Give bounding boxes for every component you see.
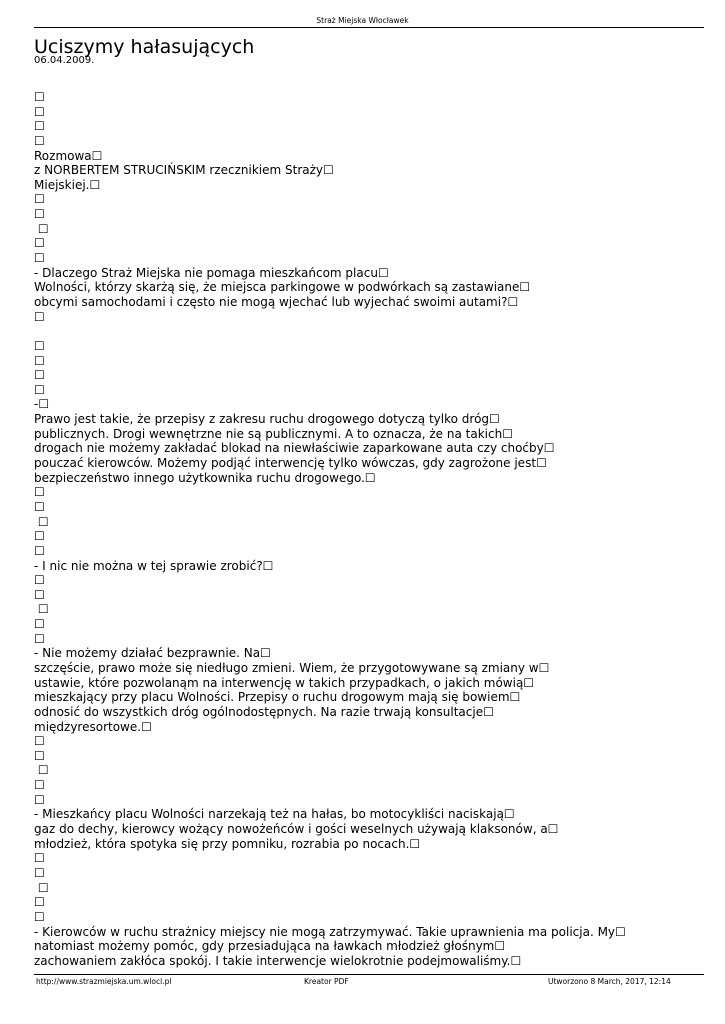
article-line: ☐ (34, 851, 45, 866)
article-line: Prawo jest takie, że przepisy z zakresu ruchu drogowego dotyczą tylko dróg☐ (34, 412, 500, 427)
article-line: młodzież, która spotyka się przy pomniku, rozrabia po nocach.☐ (34, 836, 421, 851)
article-line: ☐ (34, 865, 45, 880)
article-line: ☐ (34, 207, 45, 222)
article-line: ☐ (34, 880, 49, 895)
article-line: ☐ (34, 792, 45, 807)
article-line: ☐ (34, 895, 45, 910)
article-line: ☐ (34, 617, 45, 632)
article-line: ☐ (34, 236, 45, 251)
article-line: szczęście, prawo może się niedługo zmieni. Wiem, że przygotowywane są zmiany w☐ (34, 660, 550, 675)
article-line: ☐ (34, 529, 45, 544)
article-line: ☐ (34, 499, 45, 514)
article-body (34, 90, 704, 968)
article-line: Miejskiej.☐ (34, 177, 101, 192)
article-date: 06.04.2009. (34, 55, 95, 66)
article-line: gaz do dechy, kierowcy wożący nowożeńców i gości weselnych używają klaksonów, a☐ (34, 822, 559, 837)
article-line: Rozmowa☐ (34, 148, 103, 163)
article-line: ☐ (34, 778, 45, 793)
article-line: - I nic nie można w tej sprawie zrobić?☐ (34, 558, 274, 573)
footer-created: Utworzono 8 March, 2017, 12:14 (548, 977, 671, 986)
article-line: ☐ (34, 368, 45, 383)
article-line: ☐ (34, 573, 45, 588)
article-line: ☐ (34, 338, 45, 353)
article-line: ☐ (34, 90, 45, 104)
article-line: ☐ (34, 909, 45, 924)
article-line: pouczać kierowców. Możemy podjąć interwencję tylko wówczas, gdy zagrożone jest☐ (34, 456, 547, 471)
article-line: natomiast możemy pomóc, gdy przesiadująca na ławkach młodzież głośnym☐ (34, 939, 506, 954)
article-line: ☐ (34, 514, 49, 529)
article-line: ☐ (34, 485, 45, 500)
article-line: ☐ (34, 763, 49, 778)
article-line: - Dlaczego Straż Miejska nie pomaga mieszkańcom placu☐ (34, 265, 389, 280)
article-line: odnosić do wszystkich dróg ogólnodostępnych. Na razie trwają konsultacje☐ (34, 704, 494, 719)
article-line: ☐ (34, 631, 45, 646)
article-line: ☐ (34, 309, 45, 324)
article-line: drogach nie możemy zakładać blokad na niewłaściwie zaparkowane auta czy choćby☐ (34, 441, 555, 456)
article-line: ☐ (34, 382, 45, 397)
article-line: ☐ (34, 602, 49, 617)
article-line: ☐ (34, 221, 49, 236)
article-line: ☐ (34, 353, 45, 368)
footer-url[interactable]: http://www.strazmiejska.um.wlocl.pl (36, 977, 172, 986)
article-line: ☐ (34, 543, 45, 558)
article-line (34, 324, 704, 339)
header-rule (34, 27, 704, 28)
article-line: ☐ (34, 104, 45, 119)
article-line: ☐ (34, 734, 45, 749)
article-line: z NORBERTEM STRUCIŃSKIM rzecznikiem Straży☐ (34, 163, 334, 178)
article-line: - Kierowców w ruchu strażnicy miejscy nie mogą zatrzymywać. Takie uprawnienia ma policja. My☐ (34, 924, 626, 939)
article-line: Wolności, którzy skarżą się, że miejsca parkingowe w podwórkach są zastawiane☐ (34, 280, 531, 295)
article-line: ☐ (34, 119, 45, 134)
article-line: bezpieczeństwo innego użytkownika ruchu drogowego.☐ (34, 470, 376, 485)
article-line: ☐ (34, 748, 45, 763)
site-header: Straż Miejska Włocławek (316, 16, 409, 25)
article-line: ☐ (34, 587, 45, 602)
footer-rule (34, 974, 704, 975)
article-line: -☐ (34, 397, 50, 412)
article-line: międzyresortowe.☐ (34, 719, 152, 734)
article-line: - Mieszkańcy placu Wolności narzekają też na hałas, bo motocykliści naciskają☐ (34, 807, 515, 822)
footer-generator: Kreator PDF (304, 977, 349, 986)
article-line: zachowaniem zakłóca spokój. I takie interwencje wielokrotnie podejmowaliśmy.☐ (34, 953, 522, 968)
article-line: ☐ (34, 133, 45, 148)
article-title: Uciszymy hałasujących (34, 36, 255, 58)
article-line: ☐ (34, 251, 45, 266)
article-line: ☐ (34, 192, 45, 207)
article-line: mieszkający przy placu Wolności. Przepisy o ruchu drogowym mają się bowiem☐ (34, 690, 521, 705)
article-line: ustawie, które pozwolanąm na interwencję w takich przypadkach, o jakich mówią☐ (34, 675, 535, 690)
article-line: publicznych. Drogi wewnętrzne nie są publicznymi. A to oznacza, że na takich☐ (34, 426, 513, 441)
article-line: obcymi samochodami i często nie mogą wjechać lub wyjechać swoimi autami?☐ (34, 294, 519, 309)
article-line: - Nie możemy działać bezprawnie. Na☐ (34, 646, 271, 661)
